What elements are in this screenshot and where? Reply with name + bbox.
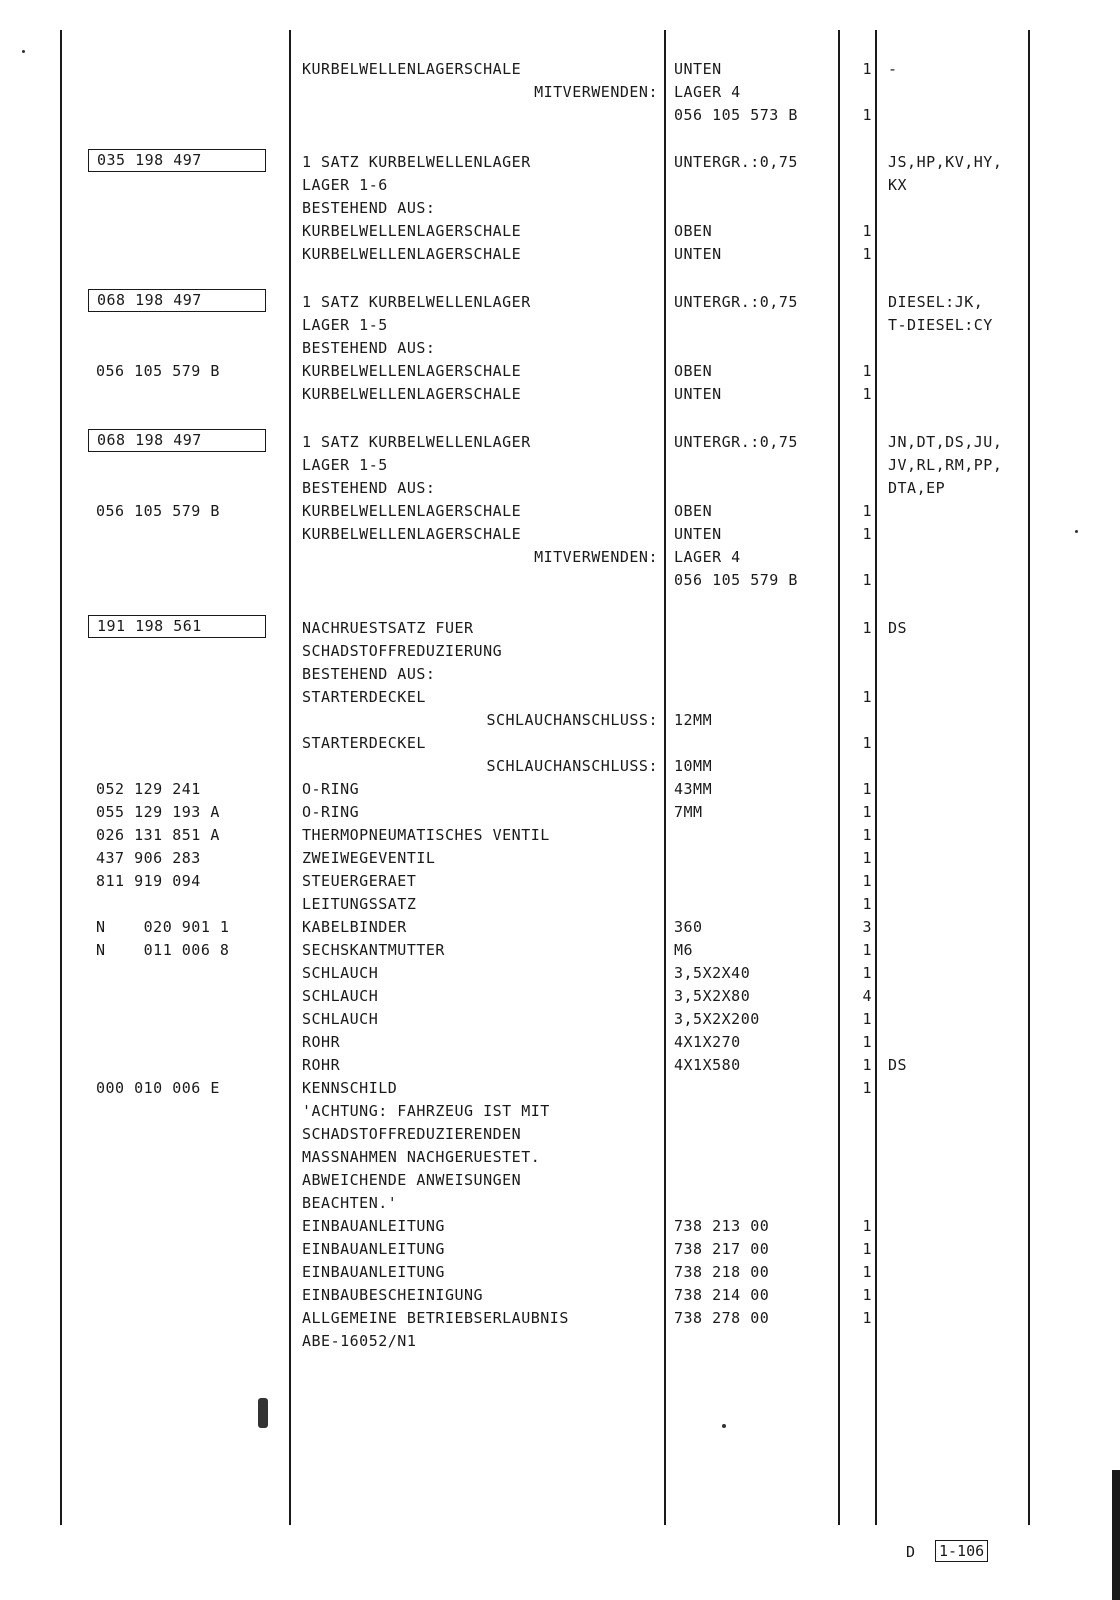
- quantity: 1: [862, 803, 872, 821]
- part-number: 056 105 579 B: [96, 362, 220, 380]
- remark: DTA,EP: [888, 479, 946, 497]
- table-row: [0, 1215, 1120, 1238]
- table-row: [0, 1238, 1120, 1261]
- description: KURBELWELLENLAGERSCHALE: [302, 362, 522, 380]
- table-row: [0, 870, 1120, 893]
- table-row: [0, 360, 1120, 383]
- description: MITVERWENDEN:: [534, 83, 658, 101]
- part-number: 191 198 561: [88, 615, 266, 638]
- table-row: [0, 1261, 1120, 1284]
- specification: 738 278 00: [674, 1309, 770, 1327]
- description: STEUERGERAET: [302, 872, 417, 890]
- description: SCHLAUCH: [302, 1010, 379, 1028]
- specification: 43MM: [674, 780, 713, 798]
- remark: DS: [888, 619, 908, 637]
- table-row: [0, 1192, 1120, 1215]
- table-row: [0, 220, 1120, 243]
- table-row: [0, 454, 1120, 477]
- table-row: [0, 1031, 1120, 1054]
- specification: 738 214 00: [674, 1286, 770, 1304]
- description: LAGER 1-6: [302, 176, 388, 194]
- scan-speck: [1075, 530, 1078, 533]
- quantity: 1: [862, 1079, 872, 1097]
- quantity: 1: [862, 872, 872, 890]
- description: BESTEHEND AUS:: [302, 199, 436, 217]
- table-row: [0, 1146, 1120, 1169]
- quantity: 1: [862, 385, 872, 403]
- table-row: [0, 686, 1120, 709]
- table-row: [0, 291, 1120, 314]
- quantity: 1: [862, 1217, 872, 1235]
- table-row: [0, 663, 1120, 686]
- table-row: [0, 337, 1120, 360]
- part-number: 437 906 283: [96, 849, 201, 867]
- remark: DIESEL:JK,: [888, 293, 984, 311]
- quantity: 1: [862, 895, 872, 913]
- specification: UNTERGR.:0,75: [674, 433, 798, 451]
- description: KENNSCHILD: [302, 1079, 398, 1097]
- specification: OBEN: [674, 362, 713, 380]
- specification: 7MM: [674, 803, 703, 821]
- description: EINBAUANLEITUNG: [302, 1240, 445, 1258]
- description: KURBELWELLENLAGERSCHALE: [302, 385, 522, 403]
- description: 1 SATZ KURBELWELLENLAGER: [302, 433, 531, 451]
- quantity: 4: [862, 987, 872, 1005]
- part-number: 052 129 241: [96, 780, 201, 798]
- quantity: 1: [862, 571, 872, 589]
- description: KURBELWELLENLAGERSCHALE: [302, 502, 522, 520]
- description: BESTEHEND AUS:: [302, 339, 436, 357]
- quantity: 1: [862, 1056, 872, 1074]
- table-row: [0, 755, 1120, 778]
- part-number: N 011 006 8: [96, 941, 230, 959]
- description: EINBAUBESCHEINIGUNG: [302, 1286, 484, 1304]
- description: SCHLAUCHANSCHLUSS:: [486, 757, 658, 775]
- specification: 3,5X2X200: [674, 1010, 760, 1028]
- specification: 10MM: [674, 757, 713, 775]
- description: SCHLAUCH: [302, 987, 379, 1005]
- quantity: 1: [862, 826, 872, 844]
- quantity: 1: [862, 60, 872, 78]
- specification: 738 218 00: [674, 1263, 770, 1281]
- description: SCHADSTOFFREDUZIERUNG: [302, 642, 503, 660]
- remark: JV,RL,RM,PP,: [888, 456, 1003, 474]
- table-row: [0, 732, 1120, 755]
- description: 1 SATZ KURBELWELLENLAGER: [302, 293, 531, 311]
- part-number: 056 105 579 B: [96, 502, 220, 520]
- specification: LAGER 4: [674, 83, 741, 101]
- table-row: [0, 151, 1120, 174]
- quantity: 1: [862, 1240, 872, 1258]
- table-row: [0, 383, 1120, 406]
- description: ALLGEMEINE BETRIEBSERLAUBNIS: [302, 1309, 569, 1327]
- part-number: 068 198 497: [88, 429, 266, 452]
- description: KURBELWELLENLAGERSCHALE: [302, 245, 522, 263]
- specification: UNTEN: [674, 385, 722, 403]
- table-row: [0, 477, 1120, 500]
- description: SCHLAUCH: [302, 964, 379, 982]
- description: 'ACHTUNG: FAHRZEUG IST MIT: [302, 1102, 550, 1120]
- specification: UNTEN: [674, 245, 722, 263]
- table-row: [0, 939, 1120, 962]
- part-number: 026 131 851 A: [96, 826, 220, 844]
- table-row: [0, 243, 1120, 266]
- specification: 738 213 00: [674, 1217, 770, 1235]
- scan-speck: [722, 1424, 726, 1428]
- scan-speck: [22, 50, 25, 53]
- specification: 056 105 579 B: [674, 571, 798, 589]
- specification: M6: [674, 941, 694, 959]
- remark: JS,HP,KV,HY,: [888, 153, 1003, 171]
- table-row: [0, 709, 1120, 732]
- description: BEACHTEN.': [302, 1194, 398, 1212]
- part-number: 055 129 193 A: [96, 803, 220, 821]
- quantity: 1: [862, 106, 872, 124]
- description: LEITUNGSSATZ: [302, 895, 417, 913]
- table-row: [0, 81, 1120, 104]
- description: O-RING: [302, 780, 360, 798]
- description: BESTEHEND AUS:: [302, 665, 436, 683]
- table-row: [0, 314, 1120, 337]
- quantity: 1: [862, 619, 872, 637]
- specification: 3,5X2X40: [674, 964, 751, 982]
- description: MITVERWENDEN:: [534, 548, 658, 566]
- description: EINBAUANLEITUNG: [302, 1263, 445, 1281]
- table-row: [0, 916, 1120, 939]
- description: STARTERDECKEL: [302, 688, 426, 706]
- specification: 738 217 00: [674, 1240, 770, 1258]
- quantity: 1: [862, 245, 872, 263]
- table-row: [0, 617, 1120, 640]
- description: STARTERDECKEL: [302, 734, 426, 752]
- table-row: [0, 431, 1120, 454]
- quantity: 1: [862, 1033, 872, 1051]
- part-number: 068 198 497: [88, 289, 266, 312]
- description: ABWEICHENDE ANWEISUNGEN: [302, 1171, 522, 1189]
- table-row: [0, 801, 1120, 824]
- quantity: 3: [862, 918, 872, 936]
- table-row: [0, 569, 1120, 592]
- scan-edge-mark: [1112, 1470, 1120, 1600]
- description: KURBELWELLENLAGERSCHALE: [302, 525, 522, 543]
- table-row: [0, 197, 1120, 220]
- description: KABELBINDER: [302, 918, 407, 936]
- quantity: 1: [862, 222, 872, 240]
- description: LAGER 1-5: [302, 316, 388, 334]
- table-row: [0, 523, 1120, 546]
- quantity: 1: [862, 849, 872, 867]
- scan-speck: [258, 1398, 268, 1428]
- description: THERMOPNEUMATISCHES VENTIL: [302, 826, 550, 844]
- table-row: [0, 1008, 1120, 1031]
- table-row: [0, 893, 1120, 916]
- description: ROHR: [302, 1033, 341, 1051]
- table-row: [0, 778, 1120, 801]
- remark: DS: [888, 1056, 908, 1074]
- part-number: 000 010 006 E: [96, 1079, 220, 1097]
- description: EINBAUANLEITUNG: [302, 1217, 445, 1235]
- specification: 4X1X580: [674, 1056, 741, 1074]
- specification: UNTERGR.:0,75: [674, 153, 798, 171]
- remark: -: [888, 60, 898, 78]
- description: BESTEHEND AUS:: [302, 479, 436, 497]
- part-number: 035 198 497: [88, 149, 266, 172]
- specification: 360: [674, 918, 703, 936]
- table-row: [0, 824, 1120, 847]
- specification: 056 105 573 B: [674, 106, 798, 124]
- description: 1 SATZ KURBELWELLENLAGER: [302, 153, 531, 171]
- description: O-RING: [302, 803, 360, 821]
- table-row: [0, 500, 1120, 523]
- description: LAGER 1-5: [302, 456, 388, 474]
- quantity: 1: [862, 964, 872, 982]
- specification: 12MM: [674, 711, 713, 729]
- quantity: 1: [862, 362, 872, 380]
- table-row: [0, 104, 1120, 127]
- specification: UNTERGR.:0,75: [674, 293, 798, 311]
- specification: UNTEN: [674, 60, 722, 78]
- table-row: [0, 640, 1120, 663]
- table-row: [0, 985, 1120, 1008]
- table-row: [0, 1330, 1120, 1353]
- quantity: 1: [862, 1309, 872, 1327]
- description: SCHLAUCHANSCHLUSS:: [486, 711, 658, 729]
- quantity: 1: [862, 734, 872, 752]
- table-row: [0, 1054, 1120, 1077]
- description: ZWEIWEGEVENTIL: [302, 849, 436, 867]
- table-row: [0, 546, 1120, 569]
- table-row: [0, 58, 1120, 81]
- specification: LAGER 4: [674, 548, 741, 566]
- description: SCHADSTOFFREDUZIERENDEN: [302, 1125, 522, 1143]
- description: NACHRUESTSATZ FUER: [302, 619, 474, 637]
- table-row: [0, 847, 1120, 870]
- quantity: 1: [862, 502, 872, 520]
- region-label: D: [906, 1543, 916, 1561]
- table-row: [0, 962, 1120, 985]
- quantity: 1: [862, 525, 872, 543]
- table-row: [0, 1169, 1120, 1192]
- description: SECHSKANTMUTTER: [302, 941, 445, 959]
- quantity: 1: [862, 941, 872, 959]
- description: KURBELWELLENLAGERSCHALE: [302, 222, 522, 240]
- specification: OBEN: [674, 502, 713, 520]
- description: KURBELWELLENLAGERSCHALE: [302, 60, 522, 78]
- table-row: [0, 1307, 1120, 1330]
- quantity: 1: [862, 1263, 872, 1281]
- description: MASSNAHMEN NACHGERUESTET.: [302, 1148, 541, 1166]
- remark: KX: [888, 176, 908, 194]
- part-number: N 020 901 1: [96, 918, 230, 936]
- specification: 3,5X2X80: [674, 987, 751, 1005]
- description: ROHR: [302, 1056, 341, 1074]
- specification: UNTEN: [674, 525, 722, 543]
- description: ABE-16052/N1: [302, 1332, 417, 1350]
- quantity: 1: [862, 1010, 872, 1028]
- table-row: [0, 1100, 1120, 1123]
- specification: 4X1X270: [674, 1033, 741, 1051]
- quantity: 1: [862, 688, 872, 706]
- table-row: [0, 1123, 1120, 1146]
- quantity: 1: [862, 1286, 872, 1304]
- remark: T-DIESEL:CY: [888, 316, 993, 334]
- table-row: [0, 1284, 1120, 1307]
- table-row: [0, 1077, 1120, 1100]
- table-row: [0, 174, 1120, 197]
- quantity: 1: [862, 780, 872, 798]
- remark: JN,DT,DS,JU,: [888, 433, 1003, 451]
- part-number: 811 919 094: [96, 872, 201, 890]
- specification: OBEN: [674, 222, 713, 240]
- page-number: 1-106: [935, 1540, 988, 1562]
